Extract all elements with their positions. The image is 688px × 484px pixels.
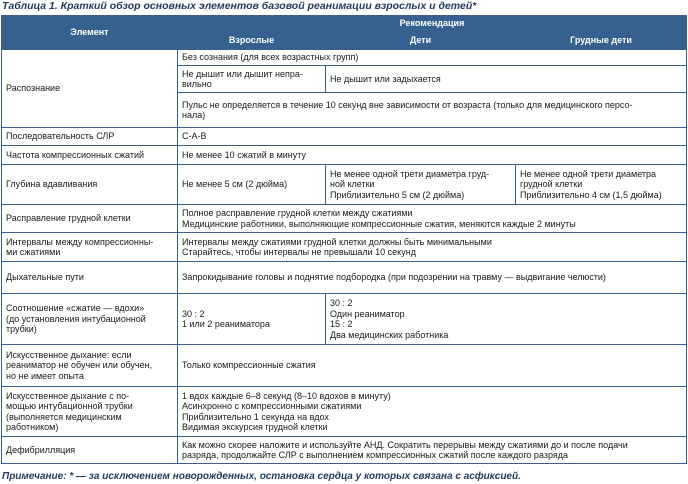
table-row	[2, 437, 687, 464]
ratio-adults: 30 : 2 1 или 2 реаниматора	[178, 294, 326, 345]
table-row	[2, 387, 687, 437]
table-row	[2, 205, 687, 233]
recognition-breathing-adults: Не дышит или дышит непра- вильно	[178, 66, 326, 93]
intubation-value: 1 вдох каждые 6–8 секунд (8–10 вдохов в минуту) Асинхронно с компрессионными сжатиями Приблизительно 1 секунда на вдох Видимая экскурсия грудной клетки	[178, 387, 687, 437]
table-row	[2, 165, 687, 205]
row-label-defib: Дефибрилляция	[2, 437, 178, 464]
recoil-value: Полное расправление грудной клетки между сжатиями Медицинские работники, выполняющие компрессионные сжатия, меняются каждые 2 минуты	[178, 205, 687, 233]
row-label-intervals: Интервалы между компрессионны- ми сжатиями	[2, 233, 178, 262]
table-row	[2, 146, 687, 165]
defib-value: Как можно скорее наложите и используйте АНД. Сократить перерывы между сжатиями до и после подачи разряда, продолжайте СЛР с выполнением компрессионных сжатий после каждого разряда	[178, 437, 687, 464]
recognition-unconscious: Без сознания (для всех возрастных групп)	[178, 50, 687, 66]
row-label-ratio: Соотношение «сжатие — вдохи» (до установления интубационной трубки)	[2, 294, 178, 345]
table-row	[2, 262, 687, 294]
ratio-kids: 30 : 2 Один реаниматор 15 : 2 Два медицинских работника	[326, 294, 687, 345]
header-element: Элемент	[2, 16, 178, 50]
untrained-value: Только компрессионные сжатия	[178, 345, 687, 387]
rate-value: Не менее 10 сжатий в минуту	[178, 146, 687, 165]
row-label-depth: Глубина вдавливания	[2, 165, 178, 205]
sequence-value: C-A-B	[178, 128, 687, 146]
depth-adults: Не менее 5 см (2 дюйма)	[178, 165, 326, 205]
recognition-breathing-kids: Не дышит или задыхается	[326, 66, 687, 93]
header-recommendation: Рекомендация	[178, 16, 687, 31]
table-row	[2, 50, 687, 66]
row-label-airway: Дыхательные пути	[2, 262, 178, 294]
header-children: Дети	[326, 31, 516, 50]
row-label-intubation: Искусственное дыхание с по- мощью интубационной трубки (выполняется медицинским работником)	[2, 387, 178, 437]
header-infants: Грудные дети	[516, 31, 687, 50]
depth-children: Не менее одной трети диаметра груд- ной клетки Приблизительно 5 см (2 дюйма)	[326, 165, 516, 205]
row-label-recoil: Расправление грудной клетки	[2, 205, 178, 233]
airway-value: Запрокидывание головы и поднятие подбородка (при подозрении на травму — выдвигание челюсти)	[178, 262, 687, 294]
row-label-untrained: Искусственное дыхание: если реаниматор не обучен или обучен, но не имеет опыта	[2, 345, 178, 387]
depth-infants: Не менее одной трети диаметра грудной клетки Приблизительно 4 см (1,5 дюйма)	[516, 165, 687, 205]
table-row	[2, 345, 687, 387]
bls-summary-table	[1, 15, 687, 464]
header-adults: Взрослые	[178, 31, 326, 50]
intervals-value: Интервалы между сжатиями грудной клетки должны быть минимальными Старайтесь, чтобы интервалы не превышали 10 секунд	[178, 233, 687, 262]
row-label-recognition: Распознание	[2, 50, 178, 128]
table-row	[2, 128, 687, 146]
table-row	[2, 294, 687, 345]
table-row	[2, 233, 687, 262]
recognition-pulse: Пульс не определяется в течение 10 секунд вне зависимости от возраста (только для медицинского персо- нала)	[178, 93, 687, 128]
row-label-sequence: Последовательность СЛР	[2, 128, 178, 146]
table-footnote: Примечание: * — за исключением новорожденных, остановка сердца у которых связана с асфиксией.	[2, 471, 521, 482]
row-label-rate: Частота компрессионных сжатий	[2, 146, 178, 165]
table-caption: Таблица 1. Краткий обзор основных элементов базовой реанимации взрослых и детей*	[2, 0, 477, 12]
